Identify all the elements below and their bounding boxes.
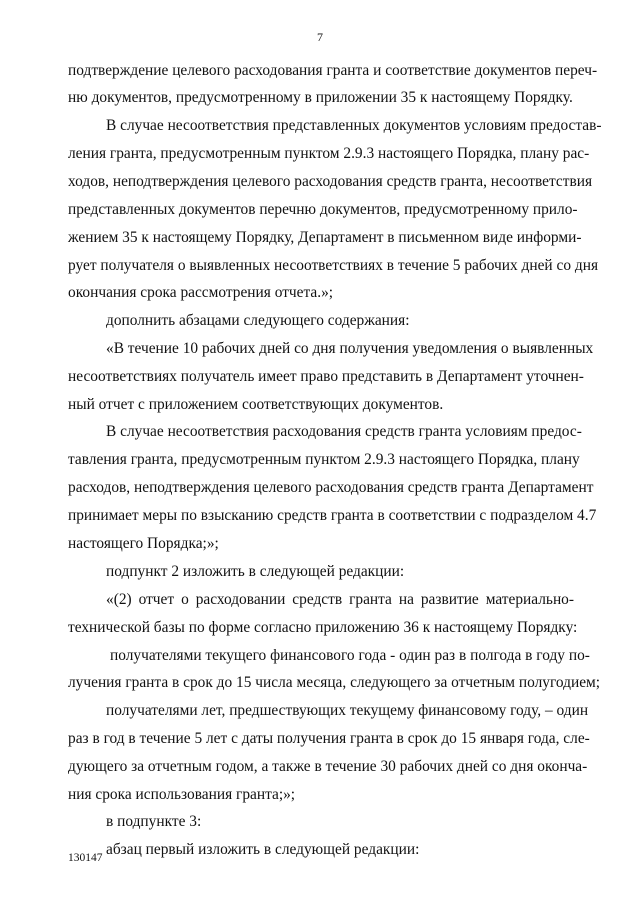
text-line: ный отчет с приложением соответствующих документов. bbox=[68, 396, 444, 413]
text-line: раз в год в течение 5 лет с даты получения гранта в срок до 15 января года, сле- bbox=[68, 730, 590, 747]
paragraph-first-line: подпункт 2 изложить в следующей редакции: bbox=[106, 563, 405, 580]
text-line: ления гранта, предусмотренным пунктом 2.9.3 настоящего Порядка, плану рас- bbox=[68, 145, 590, 162]
page-number: 7 bbox=[317, 30, 323, 44]
text-line: несоответствиях получатель имеет право представить в Департамент уточнен- bbox=[68, 368, 584, 385]
paragraph-first-line: В случае несоответствия представленных документов условиям предостав- bbox=[106, 117, 602, 134]
paragraph-first-line: в подпункте 3: bbox=[106, 813, 202, 830]
text-line: настоящего Порядка;»; bbox=[68, 535, 219, 552]
text-line: окончания срока рассмотрения отчета.»; bbox=[68, 284, 334, 301]
paragraph-first-line: абзац первый изложить в следующей редакции: bbox=[106, 841, 420, 858]
text-line: дующего за отчетным годом, а также в течение 30 рабочих дней со дня оконча- bbox=[68, 758, 588, 775]
text-line: принимает меры по взысканию средств гранта в соответствии с подразделом 4.7 bbox=[68, 507, 597, 524]
text-line: рует получателя о выявленных несоответствиях в течение 5 рабочих дней со дня bbox=[68, 257, 599, 274]
paragraph-first-line: В случае несоответствия расходования средств гранта условиям предос- bbox=[106, 423, 582, 440]
paragraph-first-line: дополнить абзацами следующего содержания: bbox=[106, 312, 410, 329]
text-line: лучения гранта в срок до 15 числа месяца, следующего за отчетным полугодием; bbox=[68, 674, 601, 691]
text-line: жением 35 к настоящему Порядку, Департамент в письменном виде информи- bbox=[68, 229, 582, 246]
text-line: ню документов, предусмотренному в приложении 35 к настоящему Порядку. bbox=[68, 89, 573, 106]
text-line: ходов, неподтверждения целевого расходования средств гранта, несоответствия bbox=[68, 173, 593, 190]
text-line: расходов, неподтверждения целевого расходования средств гранта Департамент bbox=[68, 479, 594, 496]
text-line: тавления гранта, предусмотренным пунктом 2.9.3 настоящего Порядка, плану bbox=[68, 451, 580, 468]
text-line: подтверждение целевого расходования гранта и соответствие документов переч- bbox=[68, 62, 598, 79]
text-line: технической базы по форме согласно приложению 36 к настоящему Порядку: bbox=[68, 619, 578, 636]
paragraph-first-line: получателями текущего финансового года - один раз в полгода в году по- bbox=[110, 647, 590, 664]
text-line: представленных документов перечню документов, предусмотренному прило- bbox=[68, 201, 578, 218]
paragraph-first-line: получателями лет, предшествующих текущему финансовому году, – один bbox=[106, 702, 589, 719]
paragraph-first-line: «В течение 10 рабочих дней со дня получения уведомления о выявленных bbox=[106, 340, 594, 357]
text-line: ния срока использования гранта;»; bbox=[68, 786, 296, 803]
document-code: 130147 bbox=[68, 852, 103, 864]
paragraph-first-line: «(2) отчет о расходовании средств гранта на развитие материально- bbox=[106, 591, 574, 608]
